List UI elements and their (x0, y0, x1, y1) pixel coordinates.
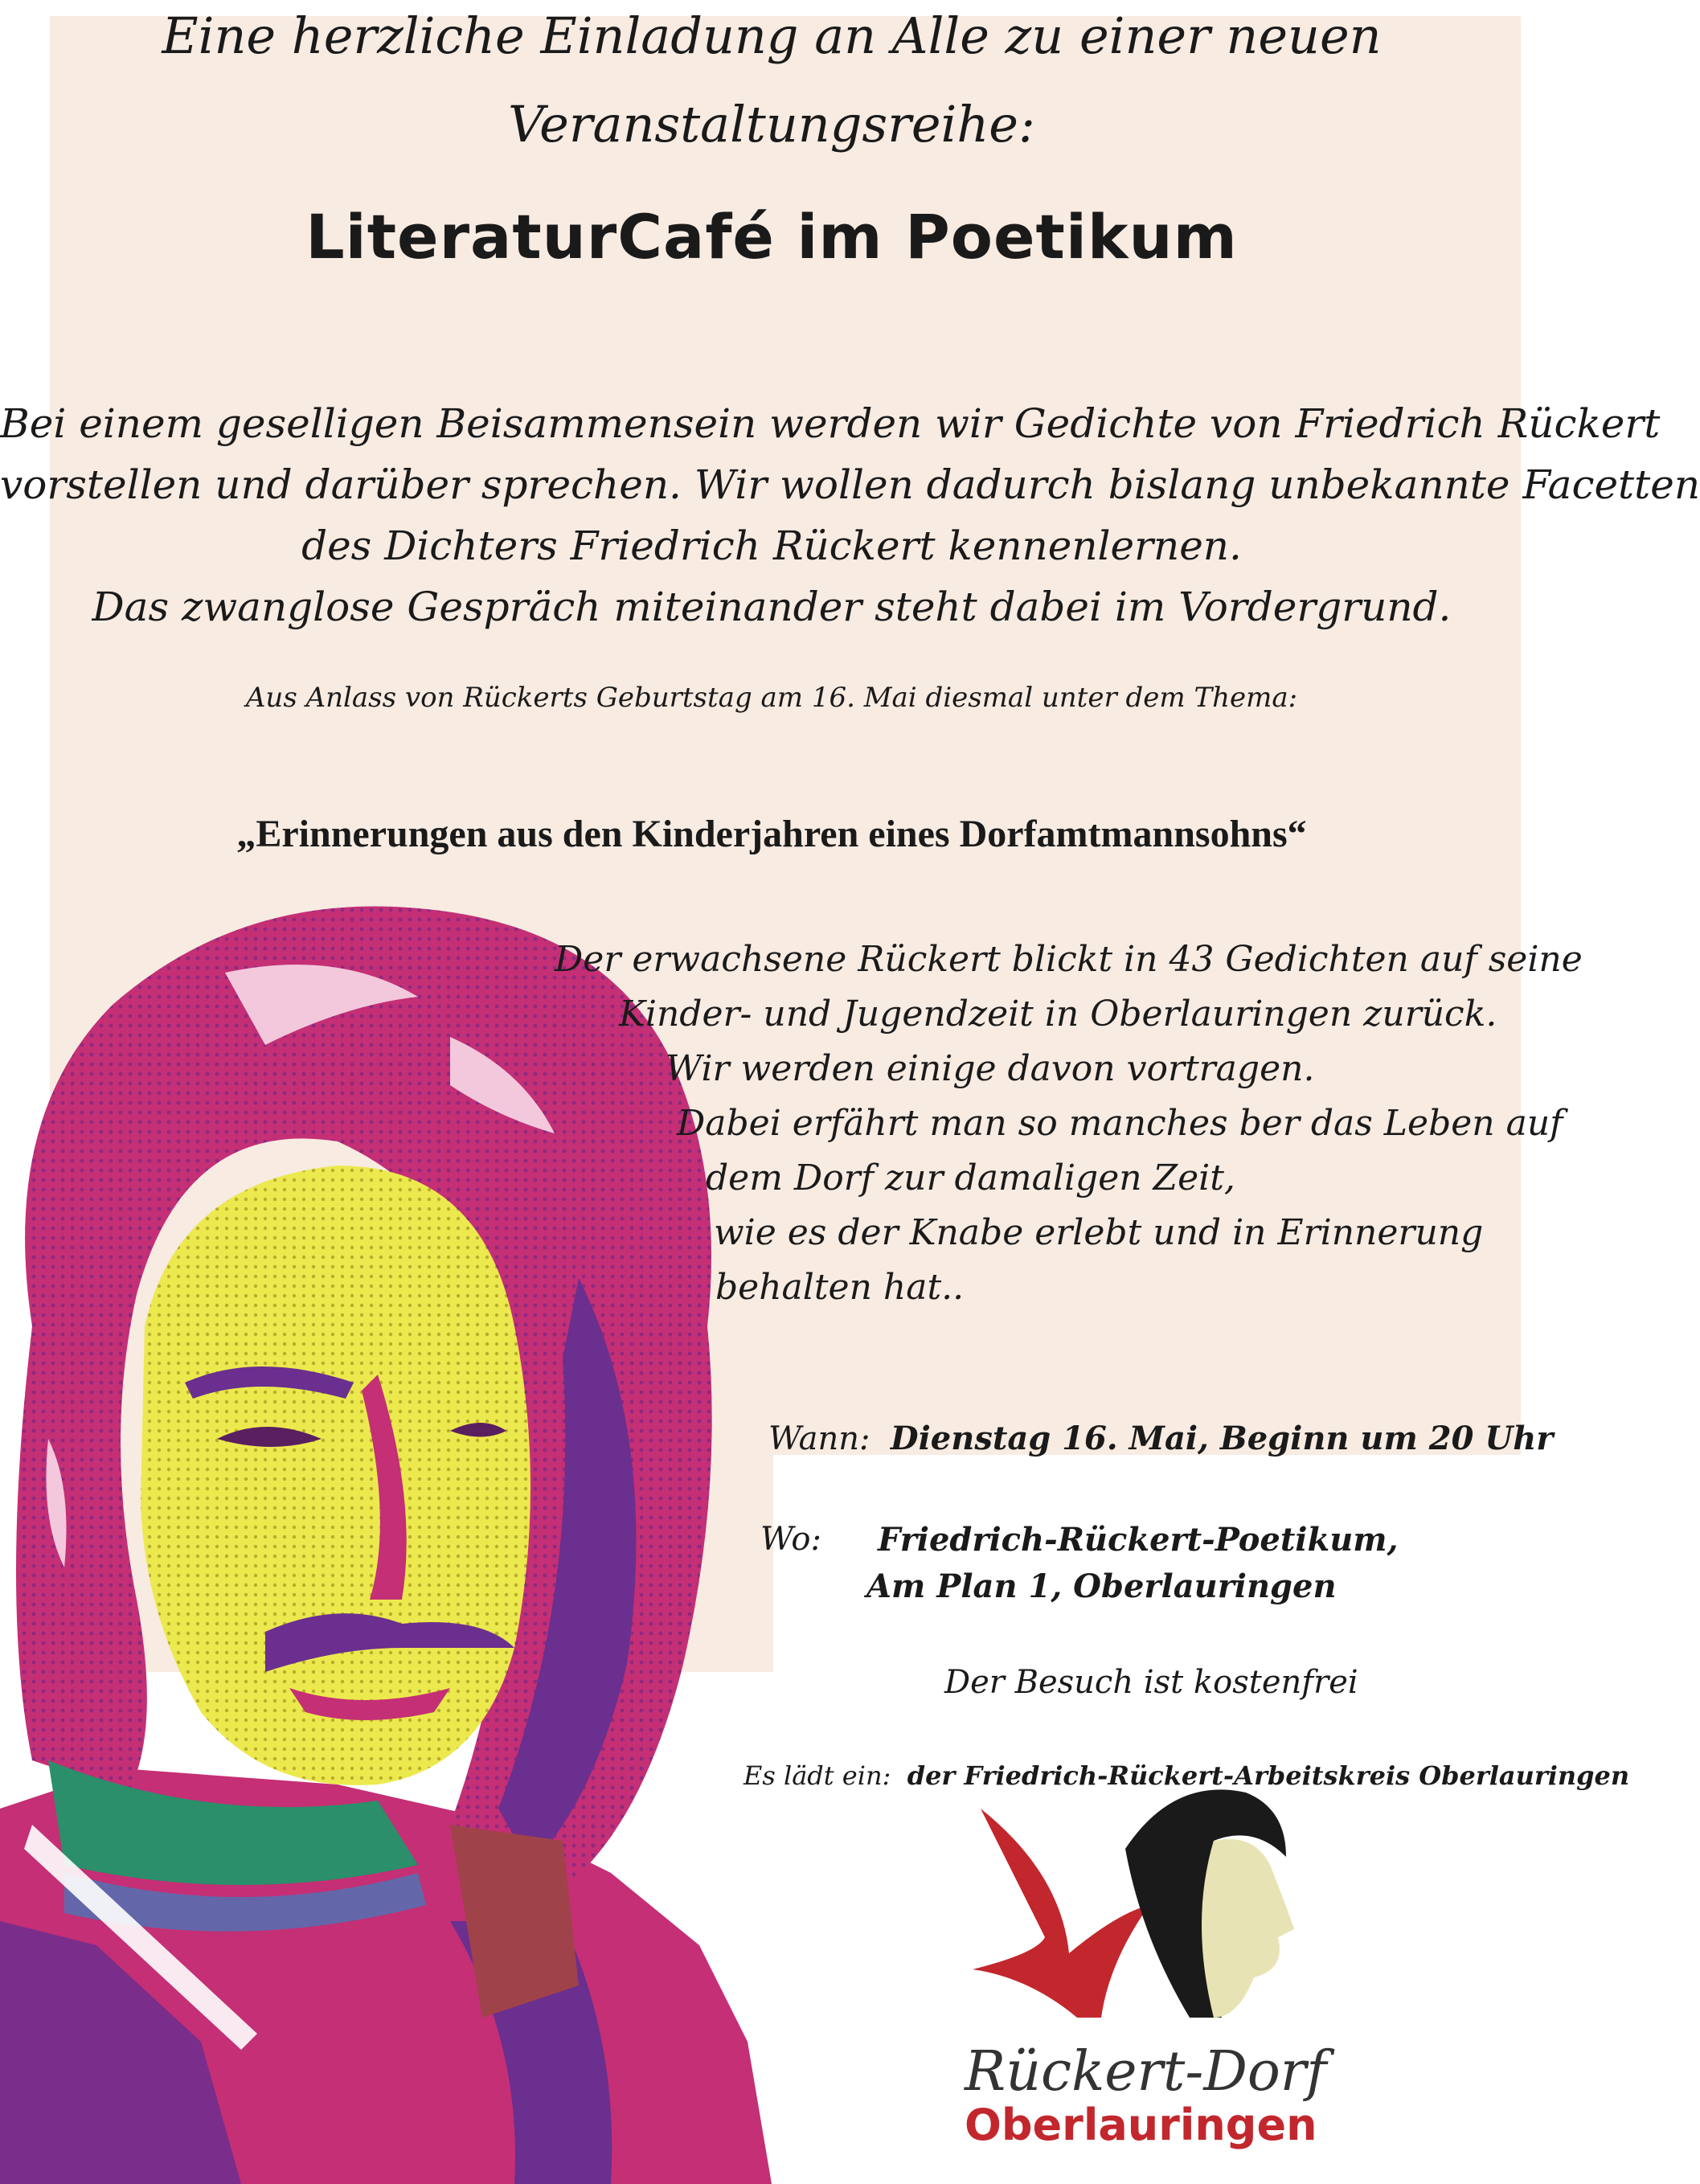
intro-line-2: Veranstaltungsreihe: (508, 95, 1035, 154)
description-line: behalten hat.. (715, 1267, 965, 1308)
description-line: Dabei erfährt man so manches ber das Leben auf (677, 1103, 1563, 1144)
intro-paragraph-line: Bei einem geselligen Beisammensein werden wir Gedichte von Friedrich Rückert (0, 400, 1661, 447)
intro-line-1: Eine herzliche Einladung an Alle zu einer neuen (162, 6, 1382, 65)
description-line: dem Dorf zur damaligen Zeit, (706, 1158, 1235, 1199)
when-label: Wann: (768, 1420, 870, 1457)
when-row (768, 1420, 1553, 1457)
rueckert-dorf-logo (948, 1776, 1383, 2154)
description-line: Der erwachsene Rückert blickt in 43 Gedichten auf seine (555, 939, 1583, 980)
logo-antler-icon (973, 1809, 1149, 2018)
intro-paragraph-line: vorstellen und darüber sprechen. Wir wollen dadurch bislang unbekannte Facetten (0, 461, 1700, 508)
fee-text: Der Besuch ist kostenfrei (944, 1664, 1358, 1701)
description-line: Kinder- und Jugendzeit in Oberlauringen zurück. (619, 994, 1497, 1035)
logo-text-line1: Rückert-Dorf (965, 2040, 1327, 2104)
intro-paragraph-line: Das zwanglose Gespräch miteinander steht dabei im Vordergrund. (92, 584, 1452, 630)
intro-paragraph-line: des Dichters Friedrich Rückert kennenlernen. (301, 522, 1242, 569)
where-value-line-1: Friedrich-Rückert-Poetikum, (878, 1521, 1399, 1559)
host-label: Es lädt ein: (743, 1760, 891, 1791)
when-value: Dienstag 16. Mai, Beginn um 20 Uhr (890, 1420, 1554, 1457)
host-value: der Friedrich-Rückert-Arbeitskreis Oberlauringen (907, 1760, 1630, 1791)
occasion-text: Aus Anlass von Rückerts Geburtstag am 16. Mai diesmal unter dem Thema: (245, 682, 1298, 714)
description-line: wie es der Knabe erlebt und in Erinnerung (714, 1212, 1484, 1253)
where-value-line-2: Am Plan 1, Oberlauringen (866, 1567, 1337, 1605)
theme-title: „Erinnerungen aus den Kinderjahren eines Dorfamtmannsohns“ (236, 813, 1307, 855)
page-title: LiteraturCafé im Poetikum (305, 201, 1238, 272)
description-line: Wir werden einige davon vortragen. (666, 1048, 1315, 1089)
where-label: Wo: (760, 1521, 821, 1558)
face-shape (141, 1166, 530, 1785)
logo-text-line2: Oberlauringen (965, 2100, 1317, 2150)
rueckert-portrait-image (0, 876, 772, 2184)
logo-face-icon (1202, 1839, 1294, 2018)
